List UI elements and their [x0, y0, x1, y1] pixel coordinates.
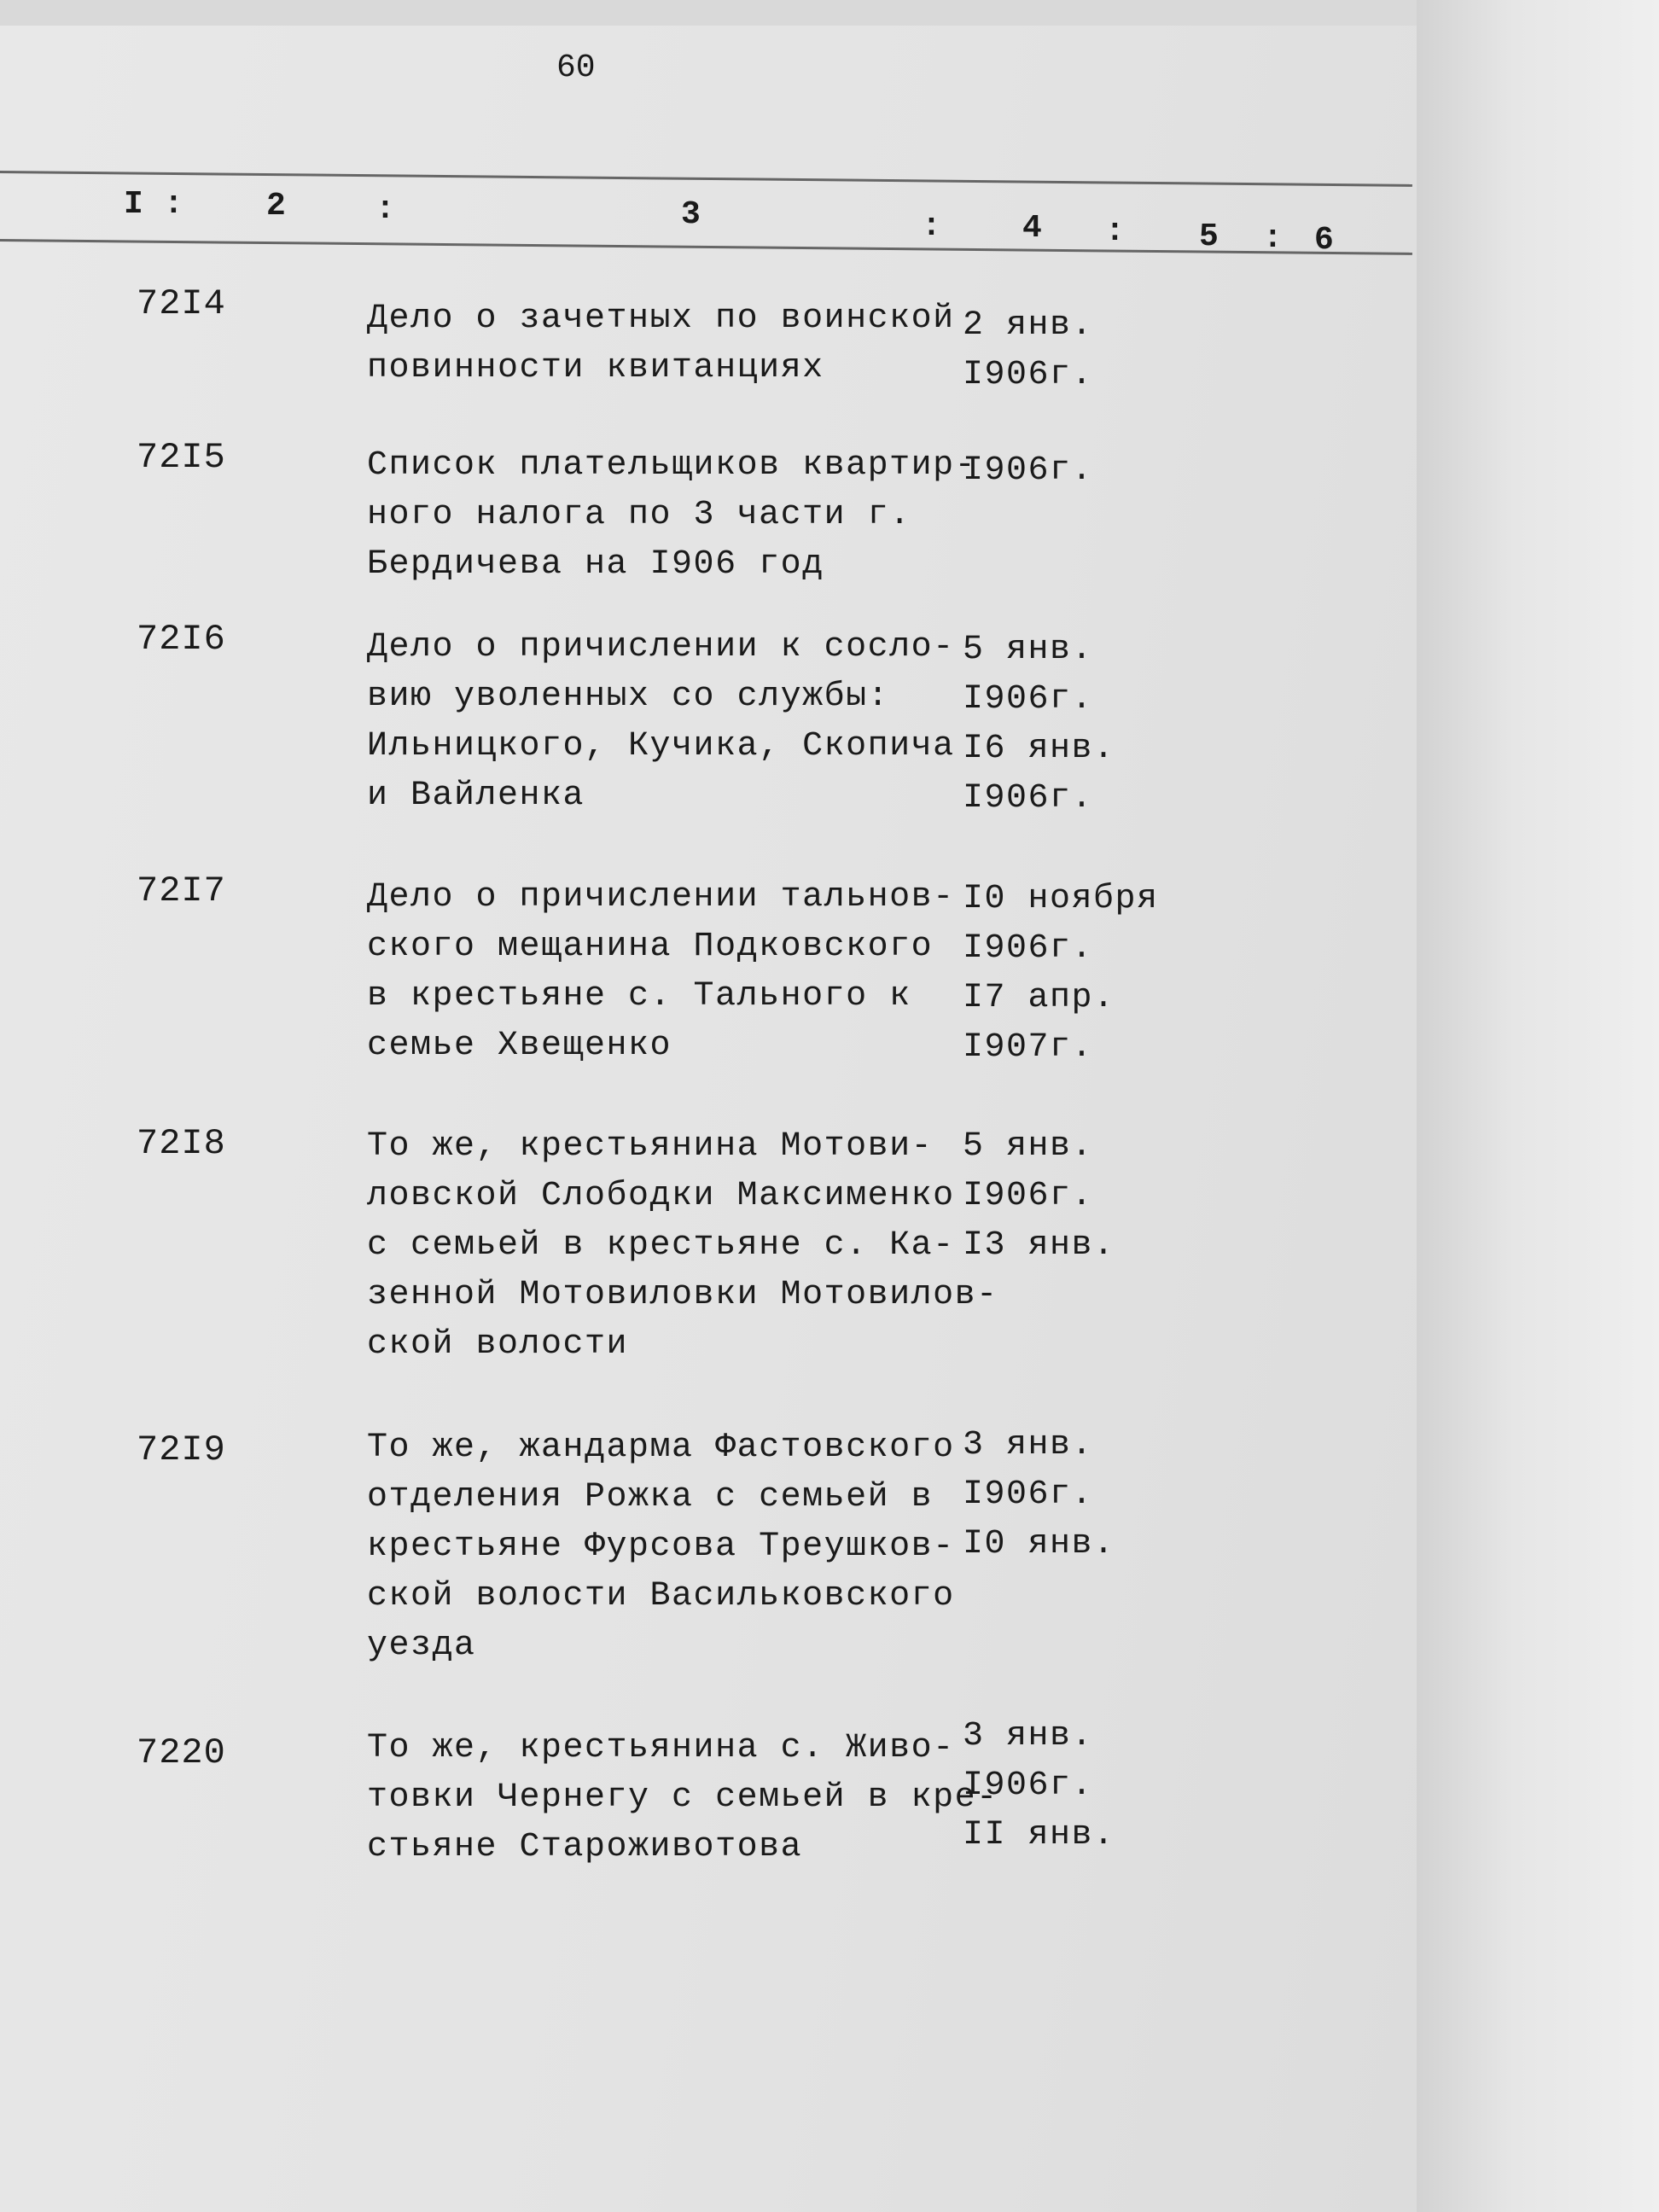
entry-date-line: II янв. [963, 1816, 1115, 1854]
entry-date-line: I7 апр. [963, 979, 1115, 1017]
entry-date-line: 3 янв. [963, 1717, 1094, 1755]
entry-dates [963, 446, 1185, 496]
entry-title-line: ской волости [367, 1325, 629, 1364]
entry-date-line: I906г. [963, 779, 1094, 818]
entry-title-line: Дело о причислении тальнов- [367, 878, 955, 917]
entry-title-line: ловской Слободки Максименко [367, 1177, 955, 1215]
entry-date-line: I906г. [963, 1177, 1094, 1215]
entry-title-line: Дело о причислении к сосло- [367, 628, 955, 667]
entry-title [367, 873, 981, 1071]
entry-title-line: Ильницкого, Кучика, Скопича [367, 727, 955, 765]
entry-number: 72I6 [137, 619, 226, 660]
entry-dates [963, 626, 1185, 824]
entry-date-line: I3 янв. [963, 1226, 1115, 1265]
entry-date-line: 5 янв. [963, 631, 1094, 669]
entry-title-line: уезда [367, 1627, 476, 1665]
entry-date-line: I0 ноября [963, 880, 1159, 918]
entry-date-line: 2 янв. [963, 306, 1094, 345]
entry-date-line: I0 янв. [963, 1525, 1115, 1563]
column-separator: : [164, 186, 183, 223]
entry-title-line: вию уволенных со службы: [367, 678, 890, 716]
entry-number: 7220 [137, 1732, 226, 1773]
entry-title-line: Бердичева на I906 год [367, 545, 824, 584]
entry-date-line: I906г. [963, 680, 1094, 719]
entry-title-line: крестьяне Фурсова Треушков- [367, 1528, 955, 1566]
page-right-margin [1417, 0, 1659, 2212]
entry-dates [963, 301, 1185, 400]
entry-title-line: зенной Мотовиловки Мотовилов- [367, 1276, 998, 1314]
entry-dates [963, 875, 1185, 1073]
entry-title-line: То же, жандарма Фастовского [367, 1429, 955, 1467]
entry-title-line: семье Хвещенко [367, 1027, 672, 1065]
column-header-3: 3 [681, 196, 701, 233]
page-number: 60 [556, 49, 596, 86]
entry-title-line: отделения Рожка с семьей в [367, 1478, 934, 1516]
column-header-2: 2 [266, 188, 286, 224]
entry-number: 72I5 [137, 437, 226, 478]
entry-date-line: I906г. [963, 1767, 1094, 1805]
entry-title-line: в крестьяне с. Тального к [367, 977, 911, 1016]
entry-number: 72I9 [137, 1429, 226, 1470]
entry-date-line: I907г. [963, 1028, 1094, 1067]
entry-title [367, 441, 981, 590]
entry-number: 72I7 [137, 870, 226, 911]
entry-title-line: ского мещанина Подковского [367, 928, 934, 966]
column-header-6: 6 [1314, 222, 1334, 259]
column-header-5: 5 [1199, 218, 1219, 255]
entry-title [367, 623, 981, 821]
column-separator: : [1263, 220, 1283, 257]
entry-title-line: с семьей в крестьяне с. Ка- [367, 1226, 955, 1265]
column-separator: : [1105, 213, 1125, 250]
entry-title-line: Дело о зачетных по воинской [367, 300, 955, 338]
entry-date-line: I6 янв. [963, 730, 1115, 768]
entry-number: 72I8 [137, 1123, 226, 1164]
entry-title-line: повинности квитанциях [367, 349, 824, 387]
entry-title [367, 1423, 981, 1671]
entry-title-line: Список плательщиков квартир- [367, 446, 977, 485]
entry-title [367, 1122, 998, 1370]
column-header-4: 4 [1022, 210, 1042, 247]
entry-dates [963, 1421, 1185, 1569]
column-separator: : [375, 191, 395, 228]
column-header-1: I [124, 186, 143, 223]
entry-title-line: То же, крестьянина Мотови- [367, 1127, 934, 1166]
entry-date-line: I906г. [963, 451, 1094, 490]
column-separator: : [922, 208, 941, 245]
entry-title [367, 294, 981, 393]
entry-title-line: товки Чернегу с семьей в кре- [367, 1778, 998, 1817]
entry-title-line: То же, крестьянина с. Живо- [367, 1729, 955, 1767]
entry-number: 72I4 [137, 283, 226, 324]
entry-date-line: I906г. [963, 1476, 1094, 1514]
entry-date-line: 5 янв. [963, 1127, 1094, 1166]
entry-date-line: 3 янв. [963, 1426, 1094, 1464]
entry-title-line: и Вайленка [367, 777, 585, 815]
entry-title-line: ного налога по 3 части г. [367, 496, 911, 534]
entry-title-line: стьяне Староживотова [367, 1828, 803, 1866]
entry-date-line: I906г. [963, 356, 1094, 394]
entry-title [367, 1724, 998, 1872]
entry-title-line: ской волости Васильковского [367, 1577, 955, 1615]
entry-dates [963, 1122, 1185, 1271]
entry-dates [963, 1712, 1185, 1860]
entry-date-line: I906г. [963, 929, 1094, 968]
